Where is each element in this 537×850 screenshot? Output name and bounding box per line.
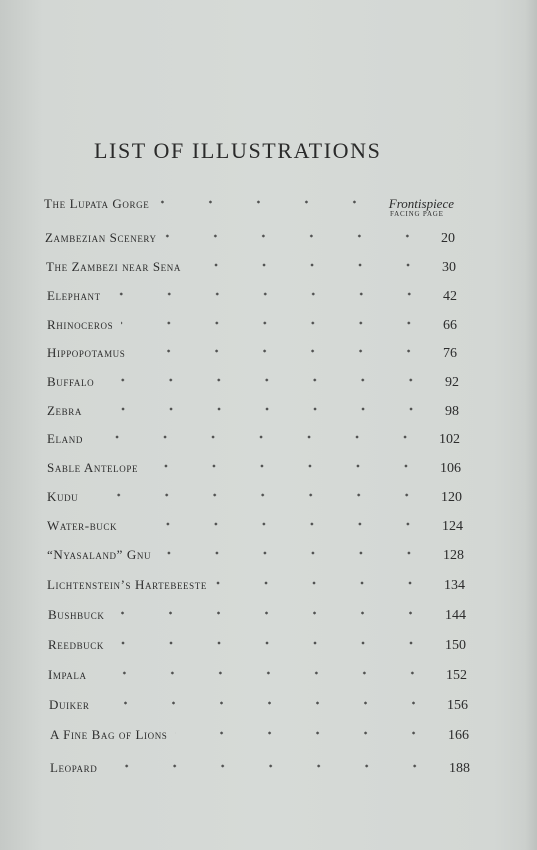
leader-dots: [165, 230, 431, 242]
illustration-title: Impala: [48, 667, 87, 682]
leader-dots: [109, 288, 433, 300]
illustration-entry: [50, 760, 470, 780]
illustration-page: 92: [445, 375, 459, 390]
illustration-page: 66: [443, 318, 457, 333]
illustration-page: 120: [441, 490, 462, 505]
illustration-title: Reedbuck: [48, 637, 104, 652]
leader-dots: [112, 607, 435, 619]
leader-dots: [133, 345, 433, 357]
illustration-entry: [47, 460, 461, 480]
illustration-page: 42: [443, 289, 457, 304]
illustration-entry: [47, 577, 465, 597]
illustration-page: 30: [442, 260, 456, 275]
illustration-page: 144: [445, 608, 466, 623]
illustration-entry: [47, 518, 463, 538]
illustration-title: The Lupata Gorge: [44, 196, 150, 211]
leader-dots: [90, 403, 435, 415]
illustration-title: The Zambezi near Sena: [46, 259, 181, 274]
illustration-title: Duiker: [49, 697, 90, 712]
leader-dots: [86, 489, 431, 501]
illustration-entry: [47, 374, 459, 394]
illustration-entry: [49, 697, 468, 717]
illustration-page: 98: [445, 404, 459, 419]
illustration-title: Zebra: [47, 403, 82, 418]
illustration-entry: [47, 403, 459, 423]
illustration-page: 20: [441, 231, 455, 246]
leader-dots: [95, 667, 436, 679]
leader-dots: [157, 196, 378, 208]
illustration-entry: [47, 431, 460, 451]
illustration-title: Hippopotamus: [47, 345, 126, 360]
illustration-page: 102: [439, 432, 460, 447]
illustration-entry: [47, 547, 464, 567]
illustration-title: Lichtenstein’s Hartebeeste: [47, 577, 207, 592]
illustration-entry: [47, 345, 457, 365]
illustration-entry: [47, 489, 462, 509]
illustration-entry: [47, 288, 457, 308]
leader-dots: [125, 518, 432, 530]
illustration-entry: [47, 317, 457, 337]
illustration-page: 134: [444, 578, 465, 593]
leader-dots: [175, 727, 438, 739]
illustration-page: 124: [442, 519, 463, 534]
illustration-entry: [48, 607, 466, 627]
illustration-page: 76: [443, 346, 457, 361]
illustration-title: Kudu: [47, 489, 79, 504]
illustration-title: Zambezian Scenery: [45, 230, 157, 245]
illustration-title: “Nyasaland” Gnu: [47, 547, 152, 562]
leader-dots: [91, 431, 429, 443]
illustration-title: Elephant: [47, 288, 101, 303]
leader-dots: [189, 259, 432, 271]
leader-dots: [146, 460, 430, 472]
illustration-page: 106: [440, 461, 461, 476]
facing-page-label: FACING PAGE: [390, 210, 444, 218]
illustration-title: Eland: [47, 431, 83, 446]
illustration-entry: [44, 196, 454, 216]
illustration-title: Leopard: [50, 760, 98, 775]
illustration-page: 156: [447, 698, 468, 713]
leader-dots: [121, 317, 433, 329]
illustration-entry: [45, 230, 455, 250]
illustration-entry: [46, 259, 456, 279]
leader-dots: [105, 760, 439, 772]
illustration-entry: [48, 637, 466, 657]
illustration-page: Frontispiece: [388, 196, 454, 211]
leader-dots: [159, 547, 433, 559]
illustration-entry: [50, 727, 469, 747]
illustration-title: Buffalo: [47, 374, 95, 389]
illustration-title: A Fine Bag of Lions: [50, 727, 168, 742]
illustration-title: Sable Antelope: [47, 460, 139, 475]
illustration-title: Water-buck: [47, 518, 118, 533]
illustration-page: 166: [448, 728, 469, 743]
leader-dots: [98, 697, 438, 709]
leader-dots: [112, 637, 435, 649]
illustration-title: Bushbuck: [48, 607, 105, 622]
illustration-page: 128: [443, 548, 464, 563]
illustration-page: 188: [449, 761, 470, 776]
illustration-title: Rhinoceros: [47, 317, 114, 332]
leader-dots: [102, 374, 435, 386]
illustration-page: 152: [446, 668, 467, 683]
leader-dots: [215, 577, 434, 589]
page-title: LIST OF ILLUSTRATIONS: [94, 138, 382, 163]
illustration-page: 150: [445, 638, 466, 653]
illustration-entry: [48, 667, 467, 687]
